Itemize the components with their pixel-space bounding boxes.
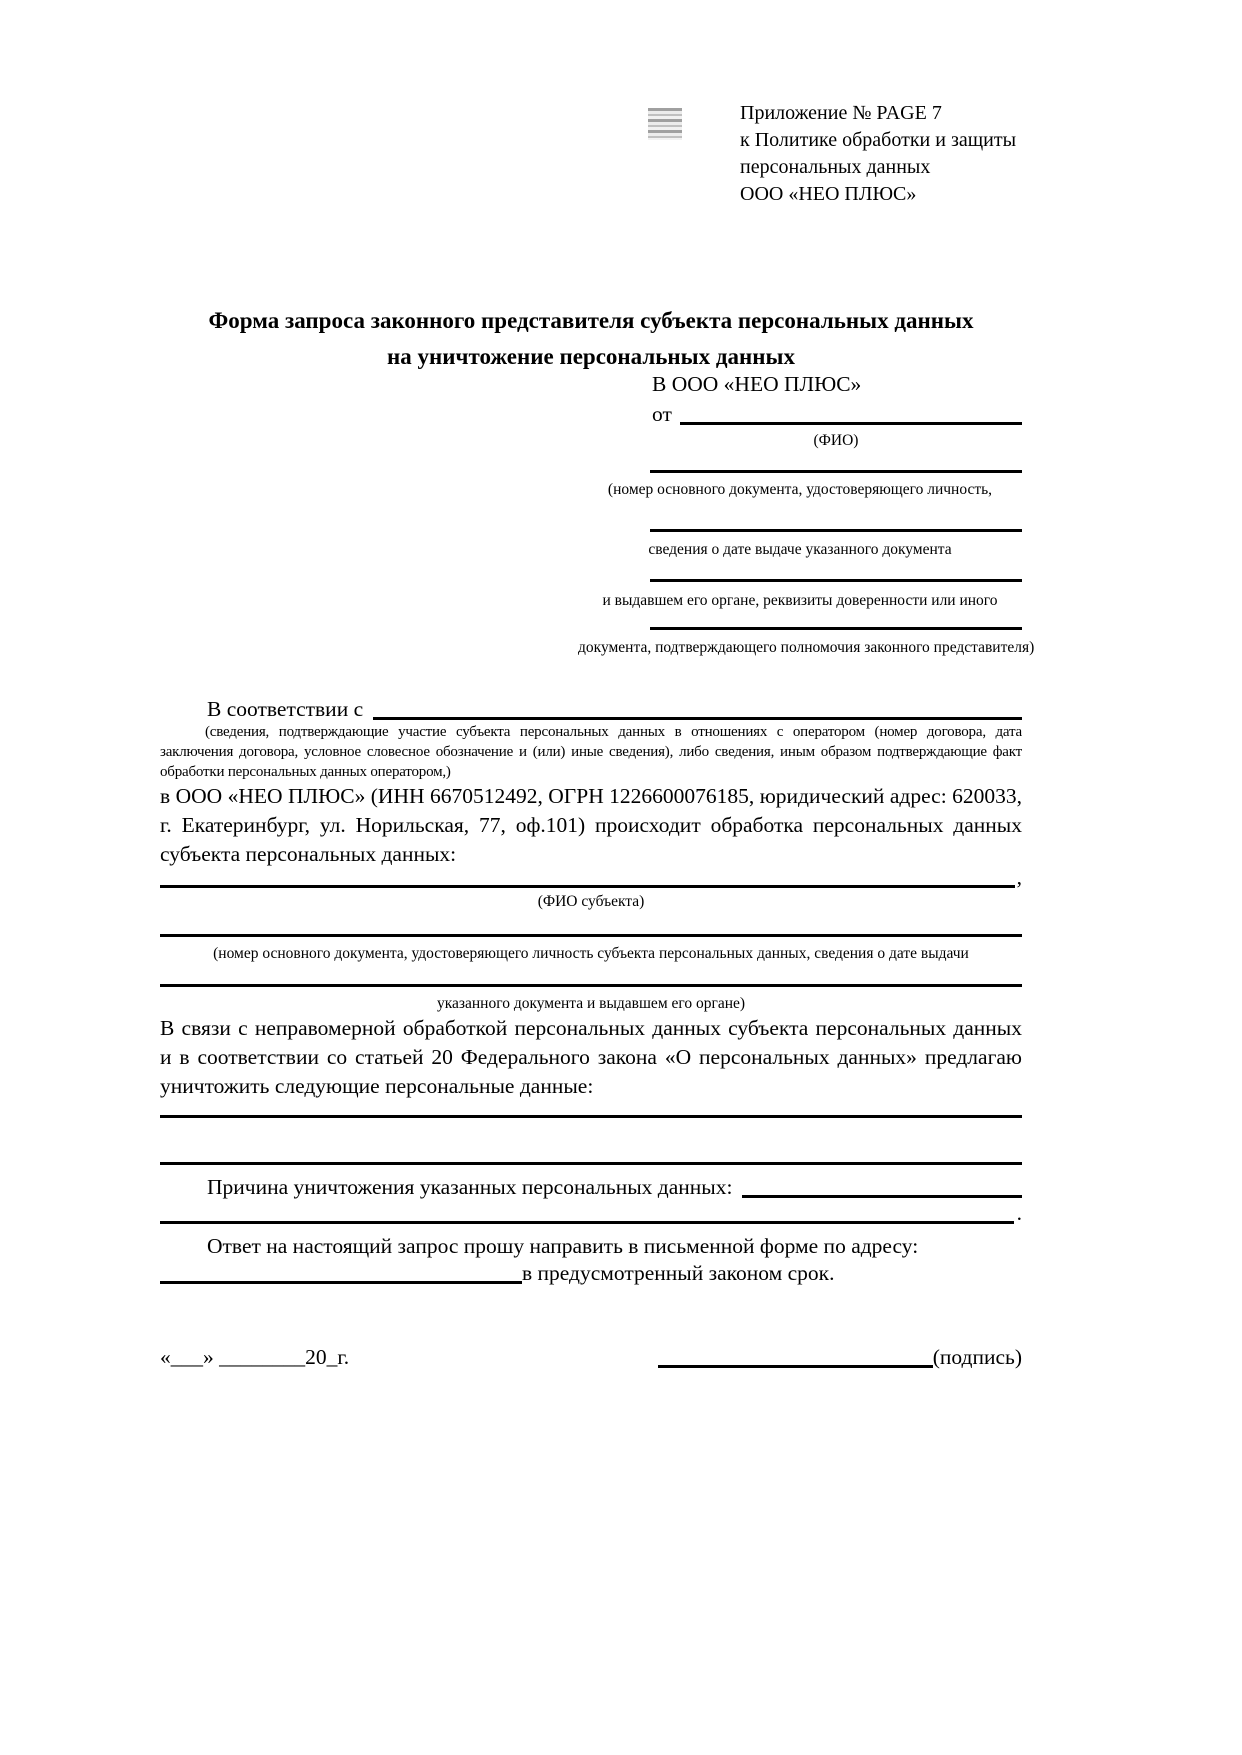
reply-address-field: [160, 1258, 1022, 1284]
fio-caption: (ФИО): [813, 432, 859, 449]
appendix-company: ООО «НЕО ПЛЮС»: [740, 183, 917, 205]
accordance-blank-line: [373, 692, 1022, 720]
date-field: «___» ________20_г.: [160, 1344, 350, 1369]
from-blank-line: [680, 398, 1022, 425]
reason-blank-line2: [160, 1200, 1014, 1224]
signature-field: [658, 1340, 1022, 1368]
subject-document-caption-line2: указанного документа и выдавшем его органе): [436, 995, 746, 1012]
blank-line-document-number: [650, 470, 1022, 473]
document-number-caption: (номер основного документа, удостоверяющего личность,: [607, 481, 993, 498]
reason-blank-line: [742, 1172, 1022, 1198]
subject-fio-field: [160, 864, 1022, 888]
blank-line-subject-document2: [160, 984, 1022, 987]
reply-address-blank-line: [160, 1258, 522, 1284]
reply-request-line: Ответ на настоящий запрос прошу направить в письменной форме по адресу:: [207, 1234, 919, 1258]
reason-period: .: [1016, 1200, 1022, 1225]
blank-line-subject-document: [160, 934, 1022, 937]
reason-field: [160, 1172, 1022, 1198]
form-title-line1: Форма запроса законного представителя субъекта персональных данных: [208, 308, 974, 333]
subject-document-caption-line1: (номер основного документа, удостоверяющего личность субъекта персональных данных, сведения о дате выдачи: [213, 945, 969, 962]
signature-blank-line: [658, 1340, 933, 1368]
blank-line-data-to-destroy-1: [160, 1115, 1022, 1118]
addressee-company: В ООО «НЕО ПЛЮС»: [652, 372, 862, 396]
blank-line-issue-date: [650, 529, 1022, 532]
reply-deadline-text: в предусмотренный законом срок.: [522, 1260, 835, 1285]
footer-row: [160, 1340, 1022, 1368]
representative-document-caption: документа, подтверждающего полномочия законного представителя): [578, 639, 1035, 656]
blank-line-representative-document: [650, 627, 1022, 630]
reason-label: Причина уничтожения указанных персональных данных:: [207, 1174, 733, 1199]
destroy-request-paragraph: В связи с неправомерной обработкой персональных данных субъекта персональных данных и в соответствии со статьей 20 Федерального закона «О персональных данных» предлагаю уничтожить следующие персональные данные:: [160, 1016, 1022, 1098]
accordance-field: [160, 692, 1022, 720]
reason-continuation-field: [160, 1200, 1022, 1224]
form-title-line2: на уничтожение персональных данных: [387, 344, 795, 369]
appendix-policy-line2: персональных данных: [740, 156, 931, 178]
operator-paragraph: в ООО «НЕО ПЛЮС» (ИНН 6670512492, ОГРН 1226600076185, юридический адрес: 620033, г. Екатеринбург, ул. Норильская, 77, оф.101) происходит обработка персональных данных субъекта персональных данных:: [160, 784, 1022, 866]
appendix-policy-line: к Политике обработки и защиты: [740, 129, 1017, 151]
issue-date-caption: сведения о дате выдаче указанного документа: [648, 541, 952, 558]
subject-fio-blank-line: [160, 864, 1015, 888]
from-field: [652, 398, 1022, 425]
accordance-label: В соответствии с: [207, 696, 364, 721]
appendix-number: Приложение № PAGE 7: [740, 102, 942, 124]
accordance-fine-print: (сведения, подтверждающие участие субъекта персональных данных в отношениях с оператором (номер договора, дата заключения договора, условное словесное обозначение и (или) иные сведения), либо сведения, иным образом подтверждающие факт обработки персональных данных оператором,): [160, 724, 1022, 780]
subject-fio-caption: (ФИО субъекта): [537, 893, 645, 910]
subject-fio-comma: ,: [1016, 864, 1022, 889]
issuing-authority-caption: и выдавшем его органе, реквизиты доверенности или иного: [602, 592, 998, 609]
stripes-artifact-icon: [648, 108, 682, 140]
blank-line-issuing-authority: [650, 579, 1022, 582]
from-label: от: [652, 401, 672, 426]
signature-caption: (подпись): [932, 1344, 1022, 1369]
appendix-block: [740, 100, 1016, 208]
blank-line-data-to-destroy-2: [160, 1162, 1022, 1165]
